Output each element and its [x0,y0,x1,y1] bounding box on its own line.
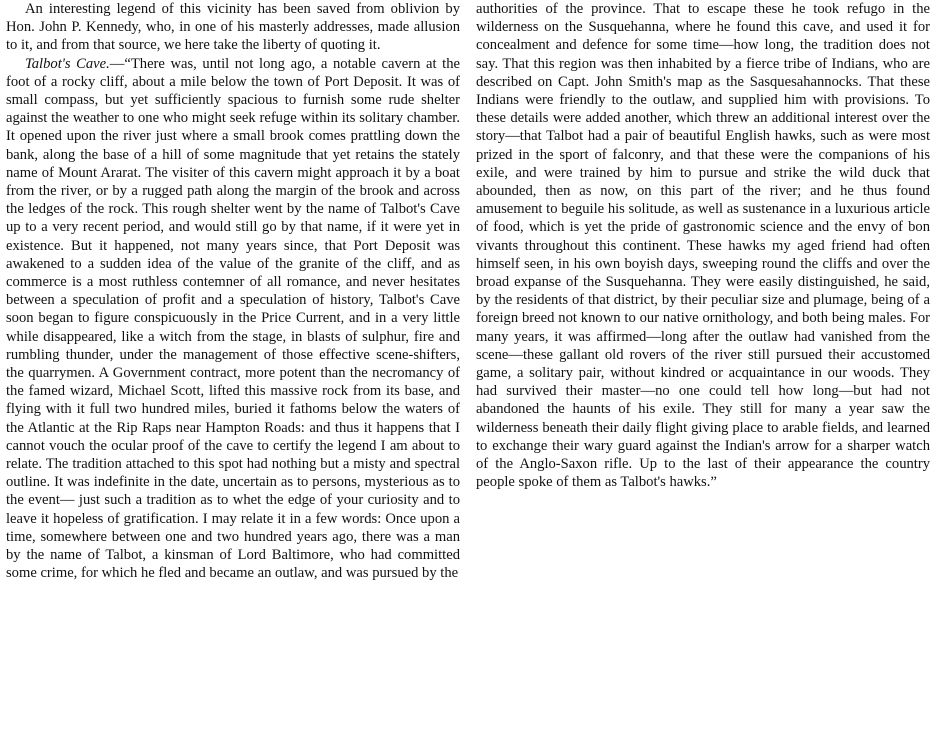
right-body-text: authorities of the province. That to escape these he took refugo in the wilderness on the Susquehanna, where he found this cave, and used it for concealment and defence for some time—how long, the tradition does not say. That this region was then inhabited by a fierce tribe of Indians, who are described on Capt. John Smith's map as the Sasquesahannocks. That these Indians were friendly to the outlaw, and supplied him with provisions. To these details were added another, which threw an additional interest over the story—that Talbot had a pair of beautiful English hawks, such as were most prized in the sport of falconry, and that these were the companions of his exile, and were trained by him to pursue and strike the wild duck that abounded, then as now, on this part of the river; and he thus found amusement to beguile his solitude, as well as sustenance in a luxurious article of food, which is yet the pride of gastronomic science and the envy of bon vivants throughout this continent. These hawks my aged friend had often himself seen, in his own boyish days, sweeping round the cliffs and over the broad expanse of the Susquehanna. They were easily distinguished, he said, by the residents of that district, by their peculiar size and plumage, being of a foreign breed not known to our native ornithology, and both being males. For many years, it was affirmed—long after the outlaw had vanished from the scene—these gallant old rovers of the river still pursued their accustomed game, a solitary pair, without kindred or acquaintance in our woods. They had survived their master—no one could tell how long—but had not abandoned the haunts of his exile. They still for many a year saw the wilderness beneath their daily flight giving place to arable fields, and learned to exchange their wary guard against the Indian's arrow for a sharper watch of the Anglo-Saxon rifle. Up to the last of their appearance the country people spoke of them as Talbot's hawks.” [476,1,930,491]
intro-paragraph: An interesting legend of this vicinity has been saved from oblivion by Hon. John P. Kennedy, who, in one of his masterly addresses, made allusion to it, and from that source, we here take the liberty of quoting it. [6,1,460,54]
left-column [6,0,468,740]
talbots-cave-paragraph [6,55,460,583]
section-heading: Talbot's Cave. [24,55,110,72]
right-column [468,0,930,740]
left-body-text: —“There was, until not long ago, a notable cavern at the foot of a rocky cliff, about a mile below the town of Port Deposit. It was of small compass, but yet sufficiently spacious to furnish some rude shelter against the weather to one who might seek refuge within its solitary chamber. It opened upon the river just where a small brook comes prattling down the bank, along the base of a hill of some magnitude that yet retains the stately name of Mount Ararat. The visiter of this cavern might approach it by a boat from the river, or by a rugged path along the margin of the brook and across the ledges of the rock. This rough shelter went by the name of Talbot's Cave up to a very recent period, and would still go by that name, if it were yet in existence. But it happened, not many years since, that Port Deposit was awakened to a sudden idea of the value of the granite of the cliff, and as commerce is a most ruthless contemner of all romance, and never hesitates between a speculation of profit and a speculation of history, Talbot's Cave soon began to figure conspicuously in the Price Current, and in a very little while disappeared, like a witch from the stage, in blasts of sulphur, fire and rumbling thunder, under the management of those effective scene-shifters, the quarrymen. A Government contract, more potent than the necromancy of the famed wizard, Michael Scott, lifted this massive rock from its base, and flying with it full two hundred miles, buried it fathoms below the waters of the Atlantic at the Rip Raps near Hampton Roads: and thus it happens that I cannot vouch the ocular proof of the cave to certify the legend I am about to relate. The tradition attached to this spot had nothing but a misty and spectral outline. It was indefinite in the date, uncertain as to persons, mysterious as to the event— just such a tradition as to whet the edge of your curiosity and to leave it hopeless of gratification. I may relate it in a few words: Once upon a time, somewhere between one and two hundred years ago, there was a man by the name of Talbot, a kinsman of Lord Baltimore, who had committed some crime, for which he fled and became an outlaw, and was pursued by the [6,55,460,582]
